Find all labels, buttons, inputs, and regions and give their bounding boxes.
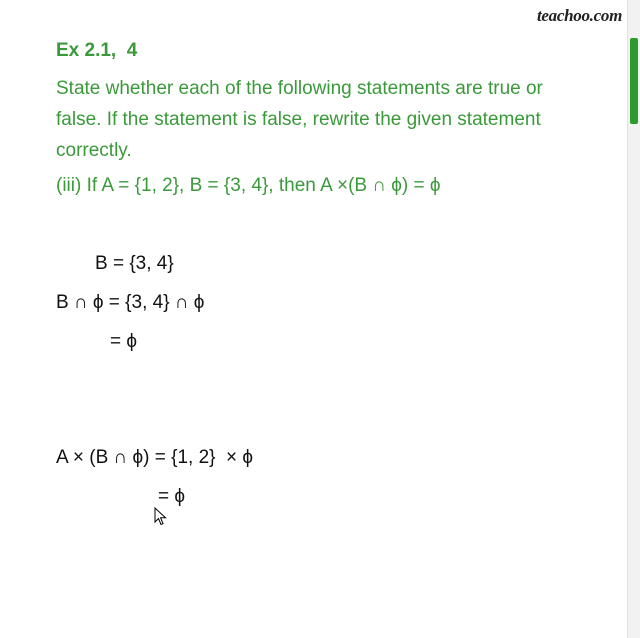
solution-step-product-result: = ϕ	[158, 486, 186, 507]
solution-step-intersection: B ∩ ϕ = {3, 4} ∩ ϕ	[56, 292, 205, 313]
solution-step-intersection-result: = ϕ	[110, 331, 138, 352]
question-line-1: State whether each of the following statements are true or	[56, 78, 543, 99]
teachoo-watermark: teachoo.com	[537, 6, 622, 25]
solution-step-set-b: B = {3, 4}	[95, 253, 174, 274]
question-line-2: false. If the statement is false, rewrite the given statement	[56, 109, 541, 130]
question-line-3: correctly.	[56, 140, 132, 161]
vertical-scrollbar[interactable]	[627, 0, 640, 638]
scrollbar-thumb[interactable]	[630, 38, 638, 124]
question-part-iii: (iii) If A = {1, 2}, B = {3, 4}, then A ×(B ∩ ϕ) = ϕ	[56, 175, 441, 196]
mouse-pointer-icon	[154, 507, 168, 527]
exercise-title: Ex 2.1, 4	[56, 40, 138, 61]
solution-step-product: A × (B ∩ ϕ) = {1, 2} × ϕ	[56, 447, 254, 468]
